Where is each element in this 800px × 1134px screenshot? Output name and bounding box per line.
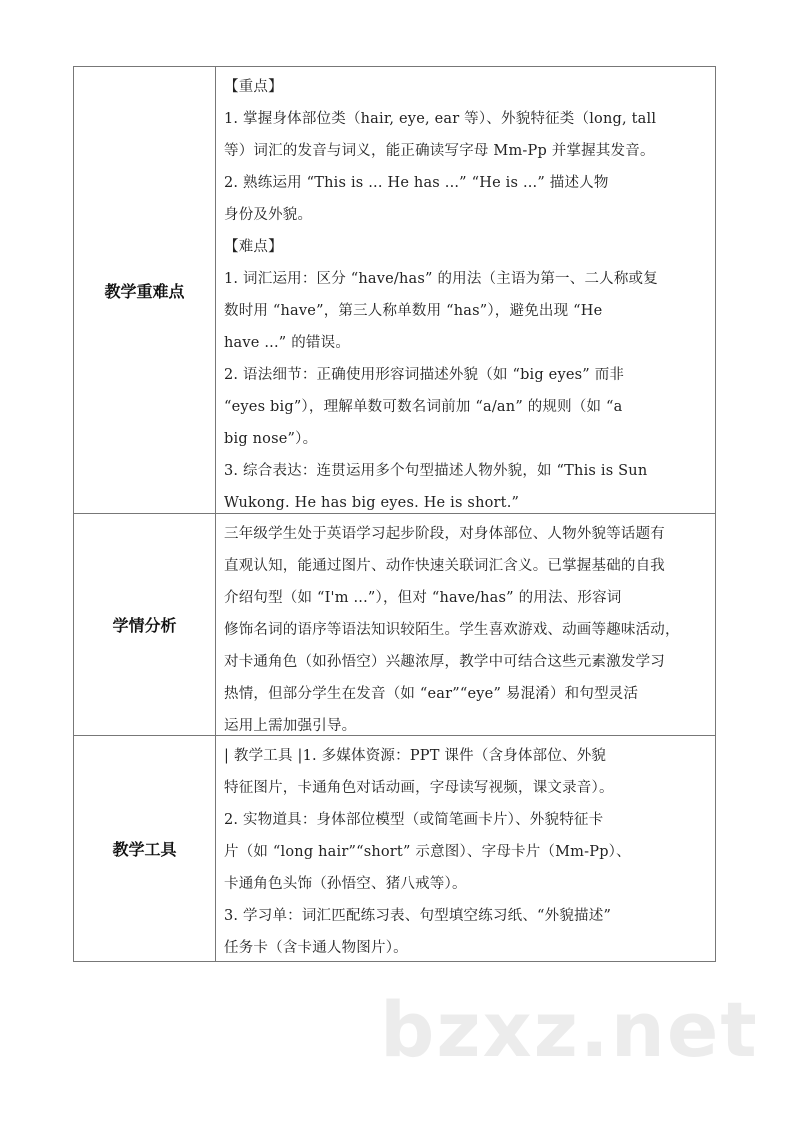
table-row-teaching-tools [74,735,715,961]
text-line: 身份及外貌。 [224,207,313,223]
text-line: 2. 熟练运用 “This is ... He has ...” “He is ...” 描述人物 [224,175,609,191]
text-line: 卡通角色头饰（孙悟空、猪八戒等）。 [224,876,467,892]
text-line: 1. 词汇运用：区分 “have/has” 的用法（主语为第一、二人称或复 [224,271,658,287]
text-line: 修饰名词的语序等语法知识较陌生。学生喜欢游戏、动画等趣味活动， [224,622,680,638]
text-line: 1. 掌握身体部位类（hair, eye, ear 等）、外貌特征类（long, tall [224,111,657,127]
text-line: 直观认知，能通过图片、动作快速关联词汇含义。已掌握基础的自我 [224,558,665,574]
row-heading: 教学重难点 [74,67,216,513]
row-heading: 学情分析 [74,514,216,735]
table-row-student-analysis [74,513,715,735]
text-line: | 教学工具 |1. 多媒体资源：PPT 课件（含身体部位、外貌 [224,748,607,764]
watermark: bzxz.net [380,985,759,1074]
text-line: 等）词汇的发音与词义，能正确读写字母 Mm-Pp 并掌握其发音。 [224,143,655,159]
row-content [216,514,715,735]
text-line: 【难点】 [224,239,283,255]
text-line: 运用上需加强引导。 [224,718,357,734]
text-line: 任务卡（含卡通人物图片）。 [224,940,408,956]
text-line: big nose”）。 [224,431,318,447]
text-line: 3. 学习单：词汇匹配练习表、句型填空练习纸、“外貌描述” [224,908,612,924]
text-line: 对卡通角色（如孙悟空）兴趣浓厚，教学中可结合这些元素激发学习 [224,654,665,670]
row-content [216,67,715,513]
text-line: 2. 实物道具：身体部位模型（或简笔画卡片）、外貌特征卡 [224,812,604,828]
text-line: 热情，但部分学生在发音（如 “ear”“eye” 易混淆）和句型灵活 [224,686,639,702]
row-content [216,736,715,961]
text-line: 3. 综合表达：连贯运用多个句型描述人物外貌，如 “This is Sun [224,463,648,479]
text-line: 数时用 “have”，第三人称单数用 “has”），避免出现 “He [224,303,603,319]
text-line: “eyes big”），理解单数可数名词前加 “a/an” 的规则（如 “a [224,399,623,415]
text-line: 介绍句型（如 “I'm ...”），但对 “have/has” 的用法、形容词 [224,590,622,606]
text-line: 2. 语法细节：正确使用形容词描述外貌（如 “big eyes” 而非 [224,367,625,383]
row-heading: 教学工具 [74,736,216,961]
text-line: 【重点】 [224,79,283,95]
text-line: 三年级学生处于英语学习起步阶段，对身体部位、人物外貌等话题有 [224,526,665,542]
text-line: 特征图片，卡通角色对话动画，字母读写视频，课文录音）。 [224,780,614,796]
text-line: 片（如 “long hair”“short” 示意图）、字母卡片（Mm-Pp）、 [224,844,631,860]
lesson-plan-table [73,66,716,962]
table-row-key-difficult-points [74,67,715,513]
text-line: Wukong. He has big eyes. He is short.” [224,495,520,511]
text-line: have ...” 的错误。 [224,335,351,351]
